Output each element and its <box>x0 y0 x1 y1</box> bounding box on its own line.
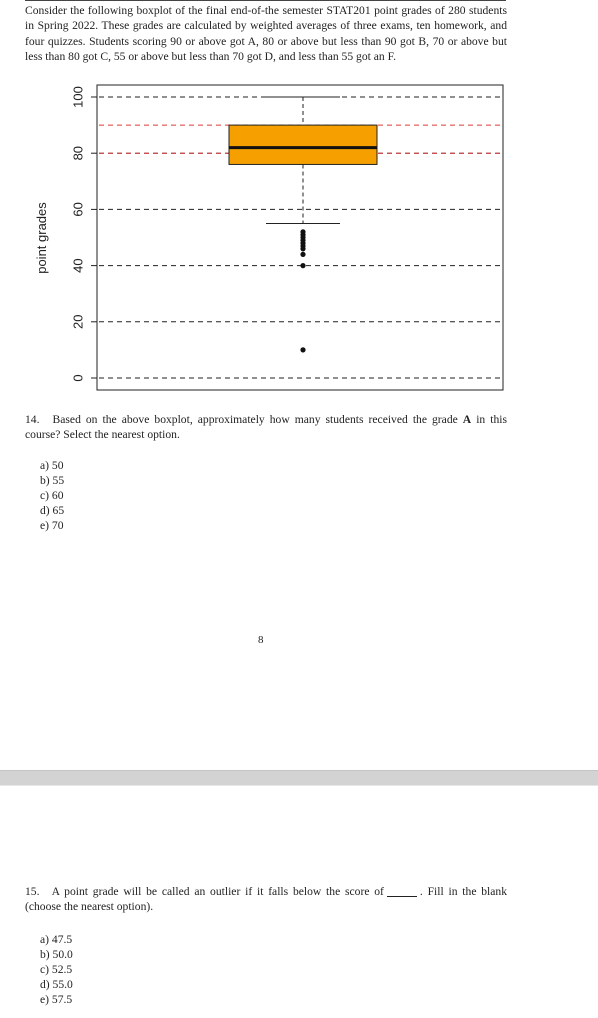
top-rule <box>25 0 506 1</box>
option-a[interactable]: a) 50 <box>40 459 64 472</box>
outlier-points <box>300 229 305 352</box>
option-b[interactable]: b) 50.0 <box>40 948 73 961</box>
y-tick-label: 40 <box>70 258 86 273</box>
y-axis-ticks <box>71 86 98 381</box>
y-tick-label: 100 <box>70 86 86 108</box>
option-d[interactable]: d) 55.0 <box>40 978 73 991</box>
y-axis-label: point grades <box>34 202 49 274</box>
question-14-text: Based on the above boxplot, approximately how many students received the grade <box>52 413 458 426</box>
outlier-point <box>300 252 305 257</box>
option-b[interactable]: b) 55 <box>40 474 65 487</box>
page-separator <box>0 770 598 786</box>
option-a[interactable]: a) 47.5 <box>40 933 73 946</box>
question-15-text-end: . Fill in the blank (choose the nearest option). <box>25 885 508 914</box>
box-group <box>229 97 377 223</box>
question-14-intro: Consider the following boxplot of the final end-of-the semester STAT201 point grades of 280 students in Spring 2022. These grades are calculated by weighted averages of three exams, ten homework, and four quizzes. Students scoring 90 or above got A, 80 or above but less than 90 got B, 70 or above but less than 80 got C, 55 or above but less than 70 got D, and less than 55 got an F. <box>25 4 507 64</box>
question-15-options <box>40 932 73 1007</box>
page-lower <box>0 786 598 1018</box>
option-c[interactable]: c) 52.5 <box>40 963 73 976</box>
box-iqr <box>229 125 377 164</box>
page-number: 8 <box>258 634 264 646</box>
question-15-number: 15. <box>25 885 40 898</box>
outlier-point <box>300 246 305 251</box>
y-tick-label: 0 <box>70 374 86 382</box>
y-tick-label: 80 <box>70 145 86 161</box>
question-14 <box>25 412 507 443</box>
question-14-bold: A <box>462 413 472 426</box>
question-14-options <box>40 458 64 533</box>
answer-blank <box>387 886 417 897</box>
question-15-text: A point grade will be called an outlier if it falls below the score of <box>51 885 384 898</box>
boxplot-chart <box>0 80 598 395</box>
option-c[interactable]: c) 60 <box>40 489 64 502</box>
question-15 <box>25 884 507 915</box>
outlier-point <box>300 263 305 268</box>
option-d[interactable]: d) 65 <box>40 504 65 517</box>
y-tick-label: 60 <box>70 202 86 217</box>
option-e[interactable]: e) 57.5 <box>40 993 73 1006</box>
option-e[interactable]: e) 70 <box>40 519 64 532</box>
outlier-point <box>300 347 305 352</box>
question-14-text-end: in this course? Select the nearest option. <box>25 413 507 442</box>
y-tick-label: 20 <box>70 314 86 330</box>
question-14-number: 14. <box>25 413 40 426</box>
